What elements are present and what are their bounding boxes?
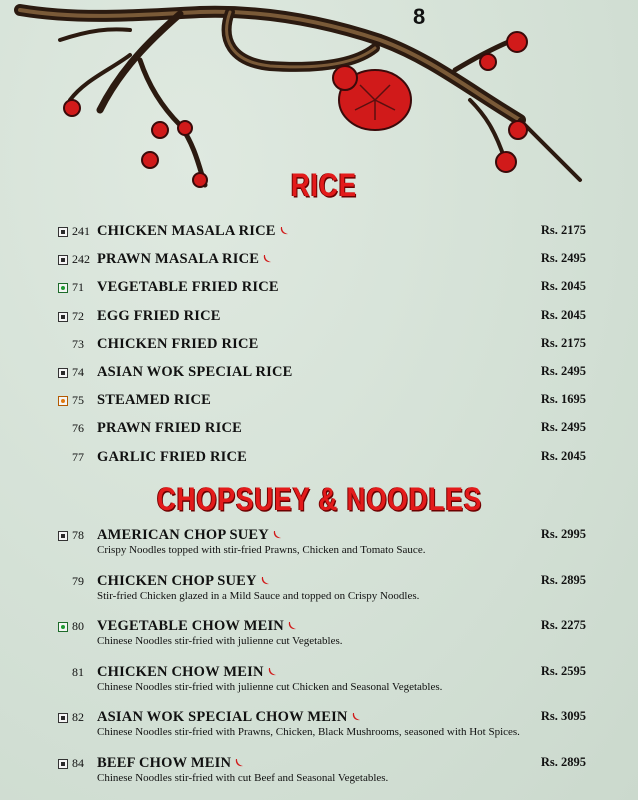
section-title-chopsuey-noodles: CHOPSUEY & NOODLES <box>157 480 483 518</box>
egg-indicator-icon <box>58 396 68 406</box>
chili-spicy-icon <box>234 758 244 768</box>
menu-item-row <box>0 251 638 279</box>
menu-item-row <box>0 364 638 392</box>
item-name-text: GARLIC FRIED RICE <box>97 448 248 465</box>
item-name <box>97 618 297 635</box>
item-number: 77 <box>72 449 84 464</box>
item-description: Stir-fried Chicken glazed in a Mild Sauce and topped on Crispy Noodles. <box>97 589 420 602</box>
item-price: Rs. 2495 <box>540 420 586 435</box>
veg-indicator-icon <box>58 622 68 632</box>
item-number: 75 <box>72 393 84 408</box>
item-name <box>97 664 277 681</box>
item-description: Crispy Noodles topped with stir-fried Prawns, Chicken and Tomato Sauce. <box>97 544 426 556</box>
chili-spicy-icon <box>260 576 270 586</box>
menu-item-row <box>0 618 638 664</box>
item-number: 242 <box>72 252 90 267</box>
menu-item-row <box>0 664 638 710</box>
item-name-text: CHICKEN CHOW MEIN <box>97 663 264 680</box>
item-number: 81 <box>72 664 84 679</box>
chili-spicy-icon <box>351 712 361 722</box>
item-price: Rs. 2595 <box>540 663 586 678</box>
item-name <box>97 223 289 240</box>
veg-indicator-icon <box>58 283 68 293</box>
item-price: Rs. 2895 <box>540 754 586 769</box>
item-name-text: EGG FRIED RICE <box>97 307 221 324</box>
item-name-text: PRAWN MASALA RICE <box>97 251 260 268</box>
menu-item-row <box>0 527 638 573</box>
item-name <box>97 573 270 590</box>
item-number: 72 <box>72 308 84 323</box>
menu-item-row <box>0 392 638 420</box>
item-price: Rs. 3095 <box>540 709 586 723</box>
item-price: Rs. 2275 <box>540 618 586 632</box>
item-name <box>97 755 244 772</box>
item-name-text: CHICKEN CHOP SUEY <box>97 572 257 589</box>
nonveg-indicator-icon <box>58 531 68 541</box>
menu-item-row <box>0 449 638 477</box>
item-name <box>97 392 211 409</box>
menu-item-row <box>0 308 638 336</box>
item-number: 80 <box>72 619 84 633</box>
menu-item-row <box>0 420 638 448</box>
item-price: Rs. 2175 <box>540 335 586 350</box>
chili-spicy-icon <box>279 226 289 236</box>
item-price: Rs. 2495 <box>540 364 586 378</box>
item-name-text: CHICKEN MASALA RICE <box>97 223 276 239</box>
item-name <box>97 308 221 325</box>
item-description: Chinese Noodles stir-fried with Prawns, Chicken, Black Mushrooms, seasoned with Hot Spices. <box>97 726 520 738</box>
item-price: Rs. 1695 <box>540 392 586 407</box>
menu-item-row <box>0 223 638 251</box>
nonveg-indicator-icon <box>58 368 68 378</box>
item-name <box>97 709 361 726</box>
item-number: 76 <box>72 421 84 436</box>
item-name-text: AMERICAN CHOP SUEY <box>97 527 269 543</box>
item-price: Rs. 2495 <box>540 251 586 266</box>
menu-item-row <box>0 709 638 755</box>
menu-item-row <box>0 573 638 619</box>
chili-spicy-icon <box>262 254 272 264</box>
chili-spicy-icon <box>287 621 297 631</box>
item-price: Rs. 2045 <box>540 307 586 322</box>
item-number: 82 <box>72 710 84 724</box>
item-price: Rs. 2045 <box>540 279 586 294</box>
item-price: Rs. 2175 <box>540 223 586 237</box>
item-name <box>97 364 293 381</box>
item-name-text: VEGETABLE FRIED RICE <box>97 279 279 296</box>
item-price: Rs. 2995 <box>540 527 586 541</box>
item-name-text: ASIAN WOK SPECIAL RICE <box>97 364 293 380</box>
item-name <box>97 449 247 466</box>
item-price: Rs. 2895 <box>540 572 586 587</box>
item-number: 74 <box>72 365 84 379</box>
item-name-text: PRAWN FRIED RICE <box>97 420 242 437</box>
item-description: Chinese Noodles stir-fried with cut Beef and Seasonal Vegetables. <box>97 771 389 784</box>
item-number: 84 <box>72 755 84 770</box>
item-name-text: STEAMED RICE <box>97 392 211 409</box>
menu-item-row <box>0 336 638 364</box>
item-name-text: VEGETABLE CHOW MEIN <box>97 618 284 634</box>
item-name-text: ASIAN WOK SPECIAL CHOW MEIN <box>97 709 348 725</box>
nonveg-indicator-icon <box>58 759 68 769</box>
item-price: Rs. 2045 <box>540 448 586 463</box>
item-name <box>97 336 259 353</box>
nonveg-indicator-icon <box>58 713 68 723</box>
menu-item-row <box>0 755 638 800</box>
nonveg-indicator-icon <box>58 227 68 237</box>
page-number: 8 <box>413 4 426 29</box>
menu-item-row <box>0 279 638 307</box>
item-name-text: CHICKEN FRIED RICE <box>97 335 259 352</box>
nonveg-indicator-icon <box>58 312 68 322</box>
item-number: 79 <box>72 573 84 588</box>
section-title-rice: RICE <box>291 166 358 204</box>
item-number: 71 <box>72 280 84 295</box>
item-name-text: BEEF CHOW MEIN <box>97 754 232 771</box>
nonveg-indicator-icon <box>58 255 68 265</box>
chili-spicy-icon <box>267 667 277 677</box>
item-number: 78 <box>72 528 84 542</box>
item-number: 73 <box>72 336 84 351</box>
item-description: Chinese Noodles stir-fried with julienne cut Vegetables. <box>97 635 343 647</box>
item-name <box>97 279 279 296</box>
item-number: 241 <box>72 224 90 238</box>
item-description: Chinese Noodles stir-fried with julienne cut Chicken and Seasonal Vegetables. <box>97 680 443 693</box>
chili-spicy-icon <box>272 530 282 540</box>
item-name <box>97 420 242 437</box>
item-name <box>97 527 282 544</box>
item-name <box>97 251 272 268</box>
